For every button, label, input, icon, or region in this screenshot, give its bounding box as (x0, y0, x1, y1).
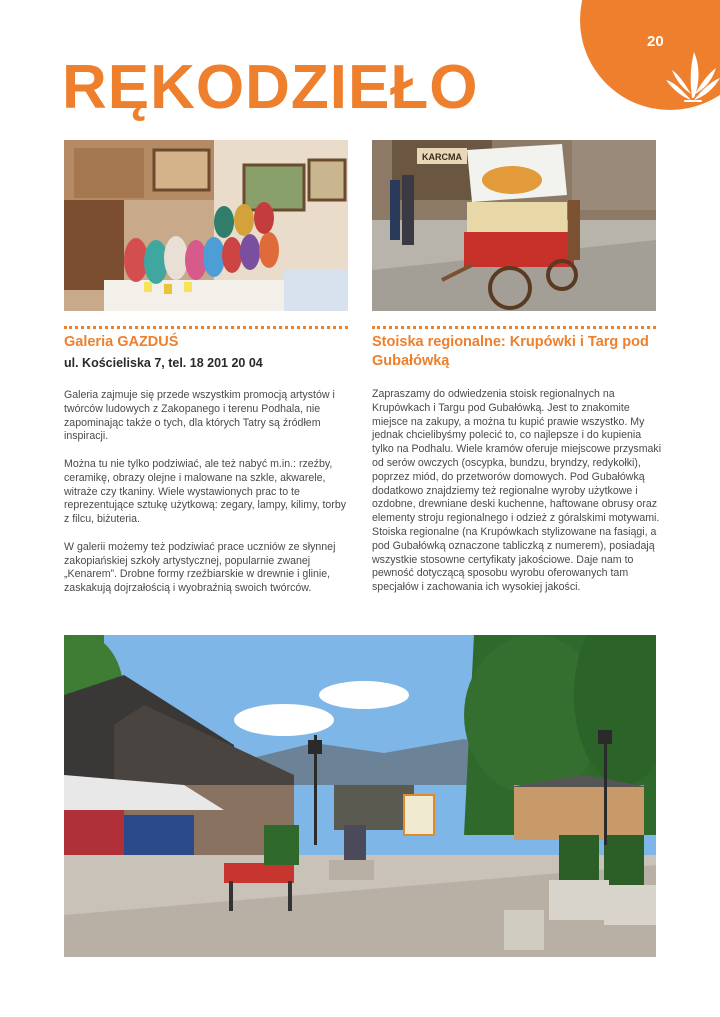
paragraph: Można tu nie tylko podziwiać, ale też nabyć m.in.: rzeźby, ceramikę, obrazy olejne i malowane na szkle, akwarele, witraże czy tkaniny. Wiele wystawionych prac to te reprezentujące sztukę użytkową: zegary, lampy, kilimy, torby z filcu, biżuteria. (64, 457, 347, 526)
leaf-icon (664, 38, 720, 108)
divider-right (372, 326, 656, 329)
gallery-text (64, 389, 348, 610)
gallery-photo (64, 140, 348, 311)
page-title: RĘKODZIEŁO (62, 53, 479, 122)
paragraph: W galerii możemy też podziwiać prace uczniów ze słynnej zakopiańskiej szkoły artystycznej, popularnie zwanej „Kenarem”. Drobne formy rzeźbiarskie w drewnie i glinie, zaskakują dojrzałością i wyobraźnią swoich twórców. (64, 540, 336, 595)
paragraph: Zapraszamy do odwiedzenia stoisk regionalnych na Krupówkach i Targu pod Gubałówką. Jest to znakomite miejsce na zakupy, a można tu kupić prawie wszystko. My jednak chcielibyśmy polecić to, co najlepsze i do kupienia tylko na Podhalu. Wiele kramów oferuje miejscowe przysmaki od serów owczych (oscypka, bundzu, bryndzy, redykołki), poprzez miód, do przetworów domowych. Pod Gubałówką dodatkowo znajdziemy też regionalne wyroby użytkowe i ozdobne, drewniane deski kuchenne, haftowane obrusy oraz elementy stroju regionalnego i odzież z góralskimi motywami. Stoiska regionalne (na Krupówkach stylizowane na fasiągi, a pod Gubałówką oznaczone tabliczką z numerem), posiadają wszystkie stosowne certyfikaty jakościowe. Daje nam to pewność dotyczącą sposobu wyrobu oferowanych tam specjałów i zachowania ich wysokiej jakości. (372, 388, 662, 594)
shop-sign: KARCMA (422, 152, 462, 162)
gallery-heading: Galeria GAZDUŚ (64, 334, 179, 350)
stalls-heading: Stoiska regionalne: Krupówki i Targ pod Gubałówką (372, 334, 649, 369)
paragraph: Galeria zajmuje się przede wszystkim promocją artystów i twórców ludowych z Zakopanego i terenu Podhala, nie zapominając także o tych, dla których Tatry są źródłem inspiracji. (64, 389, 335, 443)
page-number: 20 (647, 33, 664, 50)
gallery-address: ul. Kościeliska 7, tel. 18 201 20 04 (64, 356, 263, 370)
stall-photo (372, 140, 656, 311)
divider-left (64, 326, 348, 329)
stalls-text (372, 388, 662, 609)
market-photo (64, 635, 656, 957)
